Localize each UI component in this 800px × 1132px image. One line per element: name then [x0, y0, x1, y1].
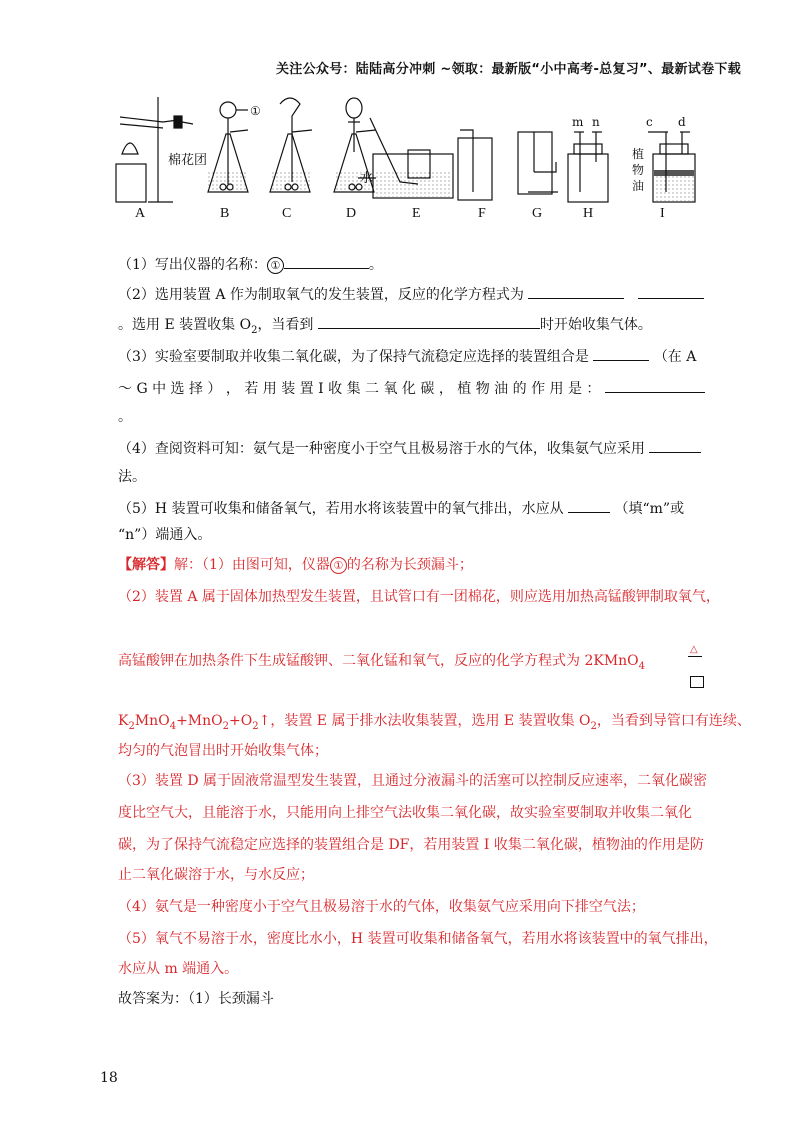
answer-5-b: 水应从 m 端通入。 [118, 961, 239, 977]
question-2-b: 。选用 E 装置收集 $O_2$，当看到 时开始收集气体。 [118, 314, 652, 340]
final-answer: 故答案为：（1）长颈漏斗 [118, 991, 274, 1007]
label-c-device: C [282, 206, 292, 221]
label-h: H [583, 206, 594, 221]
marker-1: ① [250, 104, 261, 118]
answer-2-c: $K_2MnO_4+MnO_2+O_2↑$，装置 E 属于排水法收集装置，选用 E 装置收集 $O_2$，当看到导管口有连续、 [118, 713, 751, 732]
apparatus-b [208, 102, 248, 192]
answer-4: （4）氨气是一种密度小于空气且极易溶于水的气体，收集氨气应采用向下排空气法； [118, 899, 645, 915]
answer-3-b: 度比空气大，且能溶于水，只能用向上排空气法收集二氧化碳，故实验室要制取并收集二氧化 [118, 805, 692, 821]
question-1: （1）写出仪器的名称： ① 。 [118, 254, 383, 274]
answer-3-d: 止二氧化碳溶于水，与水反应； [118, 867, 314, 883]
heating-triangle: △ [690, 644, 698, 655]
oil-label-3: 油 [632, 179, 645, 193]
page-number: 18 [100, 1070, 118, 1086]
label-a: A [135, 206, 146, 221]
question-5-b: “n”）端通入。 [118, 527, 212, 543]
oil-label-2: 物 [632, 163, 645, 177]
cotton-label: 棉花团 [168, 153, 208, 168]
apparatus-a [116, 97, 193, 202]
question-3-b: ～ G 中 选 择 ） ， 若 用 装 置 I 收 集 二 氧 化 碳 ， 植 物 油 的 作 用 是 ： [118, 378, 705, 398]
label-m: m [572, 115, 584, 129]
oil-label-1: 植 [632, 147, 645, 161]
equation-arrow [688, 656, 702, 657]
label-d-device: D [346, 206, 357, 221]
label-d: d [678, 115, 686, 129]
label-b: B [220, 206, 230, 221]
apparatus-f [458, 130, 492, 200]
apparatus-h [568, 132, 608, 202]
label-i: I [660, 206, 665, 221]
answer-2-a: （2）装置 A 属于固体加热型发生装置，且试管口有一团棉花，则应选用加热高锰酸钾制取氧气， [118, 589, 720, 605]
question-2: （2）选用装置 A 作为制取氧气的发生装置，反应的化学方程式为 [118, 284, 704, 304]
answer-3-a: （3）装置 D 属于固液常温型发生装置，且通过分液漏斗的活塞可以控制反应速率，二氧化碳密 [118, 773, 708, 789]
apparatus-i [648, 132, 695, 202]
apparatus-c [270, 98, 312, 192]
answer-2-d: 均匀的气泡冒出时开始收集气体； [118, 743, 328, 759]
question-4: （4）查阅资料可知：氨气是一种密度小于空气且极易溶于水的气体，收集氨气应采用 [118, 438, 701, 458]
question-3-c: 。 [118, 409, 132, 425]
water-label: 水 [360, 171, 374, 186]
apparatus-figure [108, 92, 708, 232]
question-5: （5）H 装置可收集和储备氧气，若用水将该装置中的氧气排出，水应从 （填“m”或 [118, 498, 684, 518]
answer-1: 【解答】解：（1）由图可知，仪器 ① 的名称为长颈漏斗； [118, 557, 473, 573]
label-f: F [478, 206, 486, 221]
label-c: c [646, 115, 653, 129]
label-n: n [592, 115, 600, 129]
label-g: G [532, 206, 543, 221]
question-4-b: 法。 [118, 469, 146, 485]
label-e: E [412, 206, 421, 221]
answer-3-c: 碳，为了保持气流稳定应选择的装置组合是 DF，若用装置 I 收集二氧化碳，植物油的作用是防 [118, 837, 704, 853]
answer-2-b: 高锰酸钾在加热条件下生成锰酸钾、二氧化锰和氧气，反应的化学方程式为 2KMnO$_4$ [118, 653, 646, 672]
apparatus-g [518, 132, 558, 194]
answer-5-a: （5）氧气不易溶于水，密度比水小，H 装置可收集和储备氧气，若用水将该装置中的氧气排出， [118, 931, 718, 947]
page-header: 关注公众号：陆陆高分冲刺 ~领取：最新版“小中高考-总复习”、最新试卷下载 [276, 62, 742, 77]
question-3: （3）实验室要制取并收集二氧化碳，为了保持气流稳定应选择的装置组合是 （在 A [118, 346, 696, 366]
equation-box [690, 676, 704, 688]
